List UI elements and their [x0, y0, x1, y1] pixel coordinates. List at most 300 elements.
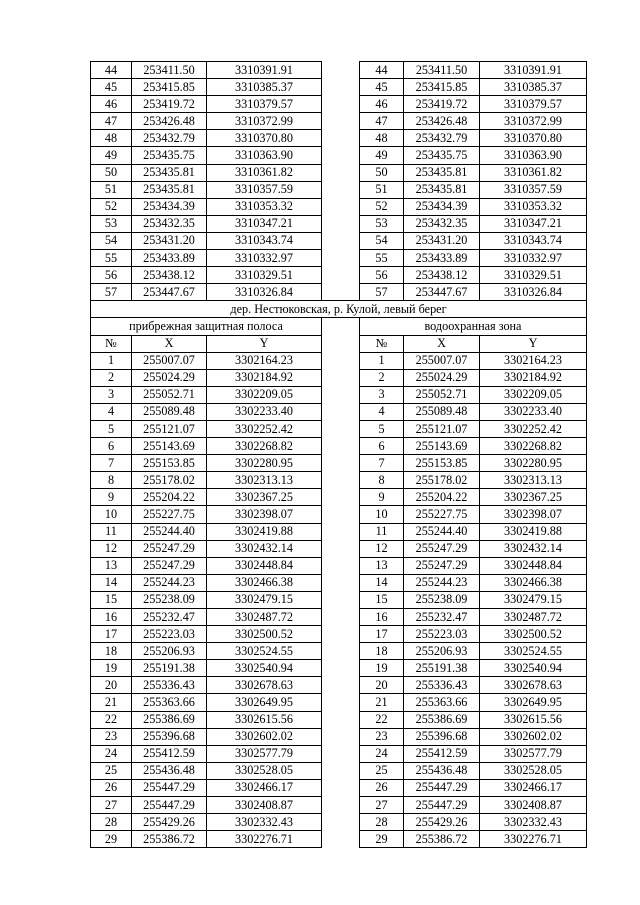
table-row: [91, 232, 587, 249]
right-point-number: 22: [360, 711, 404, 728]
left-col-y-header: Y: [207, 335, 322, 352]
left-x-coordinate: 255447.29: [132, 797, 207, 814]
right-point-number: 15: [360, 591, 404, 608]
column-gap: [322, 455, 360, 472]
right-y-coordinate: 3302408.87: [480, 797, 587, 814]
column-gap: [322, 814, 360, 831]
right-x-coordinate: 255153.85: [404, 455, 480, 472]
table-row: [91, 386, 587, 403]
left-y-coordinate: 3302479.15: [207, 591, 322, 608]
left-x-coordinate: 255178.02: [132, 472, 207, 489]
table-row: [91, 198, 587, 215]
right-x-coordinate: 255204.22: [404, 489, 480, 506]
right-point-number: 11: [360, 523, 404, 540]
right-point-number: 50: [360, 164, 404, 181]
column-gap: [322, 677, 360, 694]
left-y-coordinate: 3310332.97: [207, 250, 322, 267]
left-x-coordinate: 255007.07: [132, 352, 207, 369]
table-row: [91, 677, 587, 694]
left-point-number: 24: [91, 745, 132, 762]
left-point-number: 2: [91, 369, 132, 386]
right-y-coordinate: 3310326.84: [480, 284, 587, 301]
table-row: [91, 762, 587, 779]
table-row: [91, 574, 587, 591]
left-zone-title: прибрежная защитная полоса: [91, 318, 322, 335]
right-point-number: 6: [360, 438, 404, 455]
left-x-coordinate: 255223.03: [132, 626, 207, 643]
table-row: [91, 438, 587, 455]
right-x-coordinate: 255412.59: [404, 745, 480, 762]
left-y-coordinate: 3302678.63: [207, 677, 322, 694]
right-point-number: 10: [360, 506, 404, 523]
right-y-coordinate: 3302678.63: [480, 677, 587, 694]
left-y-coordinate: 3302615.56: [207, 711, 322, 728]
right-x-coordinate: 253435.81: [404, 164, 480, 181]
right-point-number: 46: [360, 96, 404, 113]
left-y-coordinate: 3310343.74: [207, 232, 322, 249]
left-point-number: 11: [91, 523, 132, 540]
column-gap: [322, 318, 360, 335]
left-point-number: 53: [91, 215, 132, 232]
right-x-coordinate: 253433.89: [404, 250, 480, 267]
table-row: [91, 626, 587, 643]
left-y-coordinate: 3302268.82: [207, 438, 322, 455]
right-point-number: 57: [360, 284, 404, 301]
right-y-coordinate: 3310332.97: [480, 250, 587, 267]
right-y-coordinate: 3302233.40: [480, 403, 587, 420]
left-point-number: 14: [91, 574, 132, 591]
left-point-number: 29: [91, 831, 132, 848]
left-y-coordinate: 3310329.51: [207, 267, 322, 284]
right-point-number: 18: [360, 643, 404, 660]
left-y-coordinate: 3310326.84: [207, 284, 322, 301]
table-row: [91, 369, 587, 386]
left-y-coordinate: 3302577.79: [207, 745, 322, 762]
right-point-number: 51: [360, 181, 404, 198]
right-y-coordinate: 3302479.15: [480, 591, 587, 608]
left-x-coordinate: 253435.81: [132, 181, 207, 198]
left-point-number: 22: [91, 711, 132, 728]
right-y-coordinate: 3302615.56: [480, 711, 587, 728]
left-y-coordinate: 3310391.91: [207, 62, 322, 79]
right-x-coordinate: 255244.40: [404, 523, 480, 540]
table-row: [91, 523, 587, 540]
right-x-coordinate: 255089.48: [404, 403, 480, 420]
right-x-coordinate: 255121.07: [404, 420, 480, 437]
column-gap: [322, 335, 360, 352]
left-y-coordinate: 3302528.05: [207, 762, 322, 779]
table-row: [91, 113, 587, 130]
table-row: [91, 814, 587, 831]
right-point-number: 17: [360, 626, 404, 643]
right-zone-title: водоохранная зона: [360, 318, 587, 335]
right-point-number: 1: [360, 352, 404, 369]
coordinates-table: [90, 61, 587, 848]
column-gap: [322, 609, 360, 626]
table-row: [91, 643, 587, 660]
right-y-coordinate: 3302466.17: [480, 779, 587, 796]
left-point-number: 16: [91, 609, 132, 626]
table-row: [91, 609, 587, 626]
left-y-coordinate: 3302209.05: [207, 386, 322, 403]
right-y-coordinate: 3310343.74: [480, 232, 587, 249]
column-gap: [322, 557, 360, 574]
column-gap: [322, 267, 360, 284]
right-point-number: 2: [360, 369, 404, 386]
right-y-coordinate: 3302367.25: [480, 489, 587, 506]
right-x-coordinate: 253435.75: [404, 147, 480, 164]
column-gap: [322, 489, 360, 506]
column-gap: [322, 386, 360, 403]
right-x-coordinate: 253432.79: [404, 130, 480, 147]
right-point-number: 14: [360, 574, 404, 591]
left-y-coordinate: 3310357.59: [207, 181, 322, 198]
right-y-coordinate: 3302528.05: [480, 762, 587, 779]
column-gap: [322, 643, 360, 660]
right-y-coordinate: 3310372.99: [480, 113, 587, 130]
right-y-coordinate: 3310370.80: [480, 130, 587, 147]
left-x-coordinate: 255024.29: [132, 369, 207, 386]
left-point-number: 19: [91, 660, 132, 677]
left-y-coordinate: 3302432.14: [207, 540, 322, 557]
right-x-coordinate: 253415.85: [404, 79, 480, 96]
left-point-number: 6: [91, 438, 132, 455]
column-gap: [322, 523, 360, 540]
right-x-coordinate: 255223.03: [404, 626, 480, 643]
left-x-coordinate: 253435.81: [132, 164, 207, 181]
table-row: [91, 745, 587, 762]
right-x-coordinate: 255052.71: [404, 386, 480, 403]
column-gap: [322, 250, 360, 267]
left-x-coordinate: 255121.07: [132, 420, 207, 437]
left-point-number: 46: [91, 96, 132, 113]
right-y-coordinate: 3310347.21: [480, 215, 587, 232]
column-gap: [322, 147, 360, 164]
left-y-coordinate: 3302500.52: [207, 626, 322, 643]
right-point-number: 13: [360, 557, 404, 574]
right-x-coordinate: 253419.72: [404, 96, 480, 113]
right-y-coordinate: 3310353.32: [480, 198, 587, 215]
right-x-coordinate: 255363.66: [404, 694, 480, 711]
right-y-coordinate: 3302540.94: [480, 660, 587, 677]
right-y-coordinate: 3302280.95: [480, 455, 587, 472]
column-gap: [322, 762, 360, 779]
right-y-coordinate: 3302577.79: [480, 745, 587, 762]
table-row: [91, 694, 587, 711]
left-x-coordinate: 255227.75: [132, 506, 207, 523]
left-point-number: 13: [91, 557, 132, 574]
column-gap: [322, 797, 360, 814]
right-y-coordinate: 3302398.07: [480, 506, 587, 523]
left-x-coordinate: 255386.72: [132, 831, 207, 848]
right-y-coordinate: 3302209.05: [480, 386, 587, 403]
right-point-number: 55: [360, 250, 404, 267]
right-x-coordinate: 255227.75: [404, 506, 480, 523]
left-x-coordinate: 255052.71: [132, 386, 207, 403]
left-x-coordinate: 255429.26: [132, 814, 207, 831]
right-x-coordinate: 253426.48: [404, 113, 480, 130]
table-row: [91, 660, 587, 677]
left-x-coordinate: 255386.69: [132, 711, 207, 728]
left-x-coordinate: 253411.50: [132, 62, 207, 79]
left-point-number: 25: [91, 762, 132, 779]
right-y-coordinate: 3302313.13: [480, 472, 587, 489]
right-x-coordinate: 255191.38: [404, 660, 480, 677]
right-point-number: 52: [360, 198, 404, 215]
left-point-number: 52: [91, 198, 132, 215]
table-row: [91, 489, 587, 506]
right-y-coordinate: 3302419.88: [480, 523, 587, 540]
right-x-coordinate: 255247.29: [404, 540, 480, 557]
left-point-number: 5: [91, 420, 132, 437]
left-col-x-header: X: [132, 335, 207, 352]
left-y-coordinate: 3302487.72: [207, 609, 322, 626]
left-y-coordinate: 3302252.42: [207, 420, 322, 437]
section-title: дер. Нестюковская, р. Кулой, левый берег: [91, 301, 587, 318]
column-gap: [322, 198, 360, 215]
column-gap: [322, 574, 360, 591]
column-gap: [322, 472, 360, 489]
right-x-coordinate: 253447.67: [404, 284, 480, 301]
column-gap: [322, 694, 360, 711]
right-x-coordinate: 255143.69: [404, 438, 480, 455]
left-point-number: 23: [91, 728, 132, 745]
column-gap: [322, 284, 360, 301]
left-point-number: 17: [91, 626, 132, 643]
right-point-number: 53: [360, 215, 404, 232]
table-row: [91, 403, 587, 420]
right-point-number: 47: [360, 113, 404, 130]
right-point-number: 29: [360, 831, 404, 848]
table-row: [91, 557, 587, 574]
left-x-coordinate: 253432.35: [132, 215, 207, 232]
right-point-number: 23: [360, 728, 404, 745]
left-x-coordinate: 255238.09: [132, 591, 207, 608]
right-y-coordinate: 3310363.90: [480, 147, 587, 164]
left-x-coordinate: 253419.72: [132, 96, 207, 113]
right-y-coordinate: 3310357.59: [480, 181, 587, 198]
right-point-number: 26: [360, 779, 404, 796]
left-y-coordinate: 3302313.13: [207, 472, 322, 489]
table-row: [91, 591, 587, 608]
right-point-number: 8: [360, 472, 404, 489]
table-row: [91, 352, 587, 369]
right-x-coordinate: 255232.47: [404, 609, 480, 626]
right-point-number: 5: [360, 420, 404, 437]
table-row: [91, 79, 587, 96]
table-row: [91, 420, 587, 437]
column-gap: [322, 96, 360, 113]
table-row: [91, 181, 587, 198]
left-y-coordinate: 3310347.21: [207, 215, 322, 232]
table-row: [91, 540, 587, 557]
left-point-number: 48: [91, 130, 132, 147]
right-x-coordinate: 253411.50: [404, 62, 480, 79]
right-y-coordinate: 3302276.71: [480, 831, 587, 848]
left-point-number: 47: [91, 113, 132, 130]
right-col-num-header: №: [360, 335, 404, 352]
right-point-number: 44: [360, 62, 404, 79]
column-gap: [322, 403, 360, 420]
table-row: [91, 797, 587, 814]
right-point-number: 48: [360, 130, 404, 147]
left-x-coordinate: 255244.23: [132, 574, 207, 591]
right-y-coordinate: 3302500.52: [480, 626, 587, 643]
column-gap: [322, 591, 360, 608]
right-point-number: 54: [360, 232, 404, 249]
right-x-coordinate: 255386.72: [404, 831, 480, 848]
column-gap: [322, 745, 360, 762]
column-gap: [322, 711, 360, 728]
right-x-coordinate: 255396.68: [404, 728, 480, 745]
right-point-number: 27: [360, 797, 404, 814]
left-y-coordinate: 3302280.95: [207, 455, 322, 472]
table-row: [91, 284, 587, 301]
column-gap: [322, 164, 360, 181]
left-y-coordinate: 3310372.99: [207, 113, 322, 130]
left-y-coordinate: 3302524.55: [207, 643, 322, 660]
table-row: [91, 472, 587, 489]
left-y-coordinate: 3302276.71: [207, 831, 322, 848]
table-row: [91, 728, 587, 745]
left-x-coordinate: 253426.48: [132, 113, 207, 130]
table-row: [91, 711, 587, 728]
column-gap: [322, 540, 360, 557]
right-x-coordinate: 253431.20: [404, 232, 480, 249]
right-x-coordinate: 253434.39: [404, 198, 480, 215]
table-row: [91, 96, 587, 113]
left-point-number: 54: [91, 232, 132, 249]
left-y-coordinate: 3310385.37: [207, 79, 322, 96]
table-row: [91, 267, 587, 284]
left-y-coordinate: 3302233.40: [207, 403, 322, 420]
right-y-coordinate: 3310361.82: [480, 164, 587, 181]
left-x-coordinate: 255206.93: [132, 643, 207, 660]
left-x-coordinate: 255153.85: [132, 455, 207, 472]
left-x-coordinate: 253433.89: [132, 250, 207, 267]
left-y-coordinate: 3302332.43: [207, 814, 322, 831]
left-point-number: 28: [91, 814, 132, 831]
column-gap: [322, 181, 360, 198]
right-point-number: 7: [360, 455, 404, 472]
left-point-number: 50: [91, 164, 132, 181]
right-x-coordinate: 253438.12: [404, 267, 480, 284]
right-x-coordinate: 255238.09: [404, 591, 480, 608]
right-point-number: 45: [360, 79, 404, 96]
column-gap: [322, 369, 360, 386]
left-x-coordinate: 253432.79: [132, 130, 207, 147]
right-x-coordinate: 255447.29: [404, 779, 480, 796]
right-point-number: 3: [360, 386, 404, 403]
left-x-coordinate: 255244.40: [132, 523, 207, 540]
right-y-coordinate: 3310385.37: [480, 79, 587, 96]
left-x-coordinate: 255089.48: [132, 403, 207, 420]
column-gap: [322, 215, 360, 232]
right-point-number: 24: [360, 745, 404, 762]
column-gap: [322, 626, 360, 643]
right-point-number: 16: [360, 609, 404, 626]
table-row: [91, 250, 587, 267]
column-gap: [322, 130, 360, 147]
left-x-coordinate: 253447.67: [132, 284, 207, 301]
table-row: [91, 147, 587, 164]
left-x-coordinate: 255232.47: [132, 609, 207, 626]
right-y-coordinate: 3302466.38: [480, 574, 587, 591]
left-point-number: 20: [91, 677, 132, 694]
left-x-coordinate: 255447.29: [132, 779, 207, 796]
right-point-number: 9: [360, 489, 404, 506]
left-y-coordinate: 3310379.57: [207, 96, 322, 113]
right-x-coordinate: 255024.29: [404, 369, 480, 386]
left-point-number: 45: [91, 79, 132, 96]
column-gap: [322, 420, 360, 437]
left-x-coordinate: 255204.22: [132, 489, 207, 506]
right-x-coordinate: 255007.07: [404, 352, 480, 369]
column-gap: [322, 728, 360, 745]
left-x-coordinate: 255191.38: [132, 660, 207, 677]
left-y-coordinate: 3302419.88: [207, 523, 322, 540]
right-x-coordinate: 255206.93: [404, 643, 480, 660]
left-x-coordinate: 255336.43: [132, 677, 207, 694]
left-y-coordinate: 3310353.32: [207, 198, 322, 215]
left-x-coordinate: 255396.68: [132, 728, 207, 745]
right-y-coordinate: 3302252.42: [480, 420, 587, 437]
column-gap: [322, 352, 360, 369]
right-point-number: 12: [360, 540, 404, 557]
column-gap: [322, 79, 360, 96]
right-y-coordinate: 3302448.84: [480, 557, 587, 574]
left-col-num-header: №: [91, 335, 132, 352]
right-x-coordinate: 255336.43: [404, 677, 480, 694]
left-y-coordinate: 3302602.02: [207, 728, 322, 745]
section-header: [91, 301, 587, 352]
right-x-coordinate: 255247.29: [404, 557, 480, 574]
right-col-x-header: X: [404, 335, 480, 352]
right-point-number: 28: [360, 814, 404, 831]
left-point-number: 4: [91, 403, 132, 420]
left-y-coordinate: 3302448.84: [207, 557, 322, 574]
right-x-coordinate: 255178.02: [404, 472, 480, 489]
table-row: [91, 130, 587, 147]
right-x-coordinate: 255436.48: [404, 762, 480, 779]
table-row: [91, 215, 587, 232]
left-y-coordinate: 3302367.25: [207, 489, 322, 506]
table-row: [91, 164, 587, 181]
left-x-coordinate: 255143.69: [132, 438, 207, 455]
left-y-coordinate: 3302540.94: [207, 660, 322, 677]
right-x-coordinate: 255244.23: [404, 574, 480, 591]
left-point-number: 10: [91, 506, 132, 523]
left-point-number: 18: [91, 643, 132, 660]
left-x-coordinate: 255436.48: [132, 762, 207, 779]
table-row: [91, 831, 587, 848]
right-x-coordinate: 253432.35: [404, 215, 480, 232]
left-x-coordinate: 255412.59: [132, 745, 207, 762]
left-y-coordinate: 3302466.38: [207, 574, 322, 591]
left-y-coordinate: 3310370.80: [207, 130, 322, 147]
left-x-coordinate: 255247.29: [132, 557, 207, 574]
column-gap: [322, 506, 360, 523]
right-y-coordinate: 3302602.02: [480, 728, 587, 745]
left-point-number: 57: [91, 284, 132, 301]
right-y-coordinate: 3310391.91: [480, 62, 587, 79]
right-y-coordinate: 3310329.51: [480, 267, 587, 284]
left-point-number: 12: [91, 540, 132, 557]
left-point-number: 51: [91, 181, 132, 198]
left-x-coordinate: 253415.85: [132, 79, 207, 96]
right-y-coordinate: 3302487.72: [480, 609, 587, 626]
table-row: [91, 62, 587, 79]
